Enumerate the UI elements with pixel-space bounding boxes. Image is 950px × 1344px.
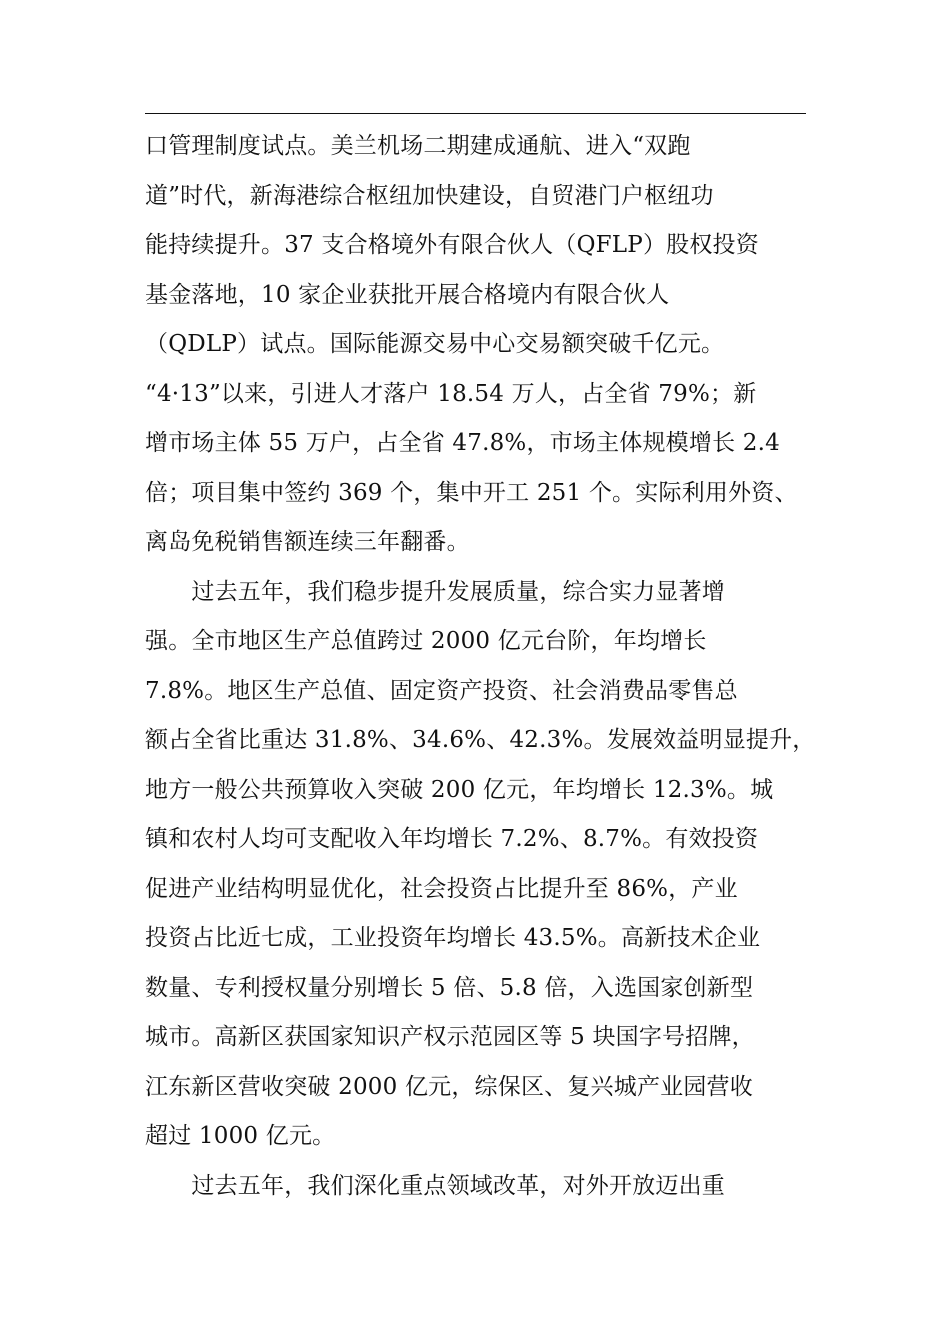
text-line: 基金落地，10 家企业获批开展合格境内有限合伙人: [145, 281, 670, 308]
text-line: 过去五年，我们深化重点领域改革，对外开放迈出重: [145, 1172, 725, 1199]
text-line: 镇和农村人均可支配收入年均增长 7.2%、8.7%。有效投资: [145, 826, 759, 852]
text-line: 口管理制度试点。美兰机场二期建成通航、进入“双跑: [145, 133, 691, 159]
text-line: 离岛免税销售额连续三年翻番。: [145, 529, 470, 555]
text-line: 倍；项目集中签约 369 个，集中开工 251 个。实际利用外资、: [145, 479, 798, 506]
text-line: （QDLP）试点。国际能源交易中心交易额突破千亿元。: [145, 331, 725, 357]
text-line: 投资占比近七成，工业投资年均增长 43.5%。高新技术企业: [145, 925, 761, 951]
text-line: 强。全市地区生产总值跨过 2000 亿元台阶，年均增长: [145, 628, 707, 654]
text-line: 道”时代，新海港综合枢纽加快建设，自贸港门户枢纽功: [145, 182, 714, 209]
text-line: 地方一般公共预算收入突破 200 亿元，年均增长 12.3%。城: [145, 776, 774, 803]
text-line: 江东新区营收突破 2000 亿元，综保区、复兴城产业园营收: [145, 1073, 753, 1100]
text-line: 数量、专利授权量分别增长 5 倍、5.8 倍，入选国家创新型: [145, 974, 754, 1001]
text-line: 7.8%。地区生产总值、固定资产投资、社会消费品零售总: [145, 677, 738, 704]
text-line: 额占全省比重达 31.8%、34.6%、42.3%。发展效益明显提升，: [145, 727, 816, 753]
text-line: 能持续提升。37 支合格境外有限合伙人（QFLP）股权投资: [145, 232, 759, 258]
text-line: 过去五年，我们稳步提升发展质量，综合实力显著增: [145, 578, 725, 605]
text-line: 促进产业结构明显优化，社会投资占比提升至 86%，产业: [145, 875, 738, 902]
text-line: 城市。高新区获国家知识产权示范园区等 5 块国字号招牌，: [145, 1024, 755, 1050]
text-line: 超过 1000 亿元。: [145, 1123, 336, 1149]
header-rule: [145, 113, 806, 114]
body-text: [145, 122, 845, 1211]
text-line: 增市场主体 55 万户，占全省 47.8%，市场主体规模增长 2.4: [145, 430, 780, 456]
text-line: “4·13”以来，引进人才落户 18.54 万人，占全省 79%；新: [145, 380, 757, 407]
